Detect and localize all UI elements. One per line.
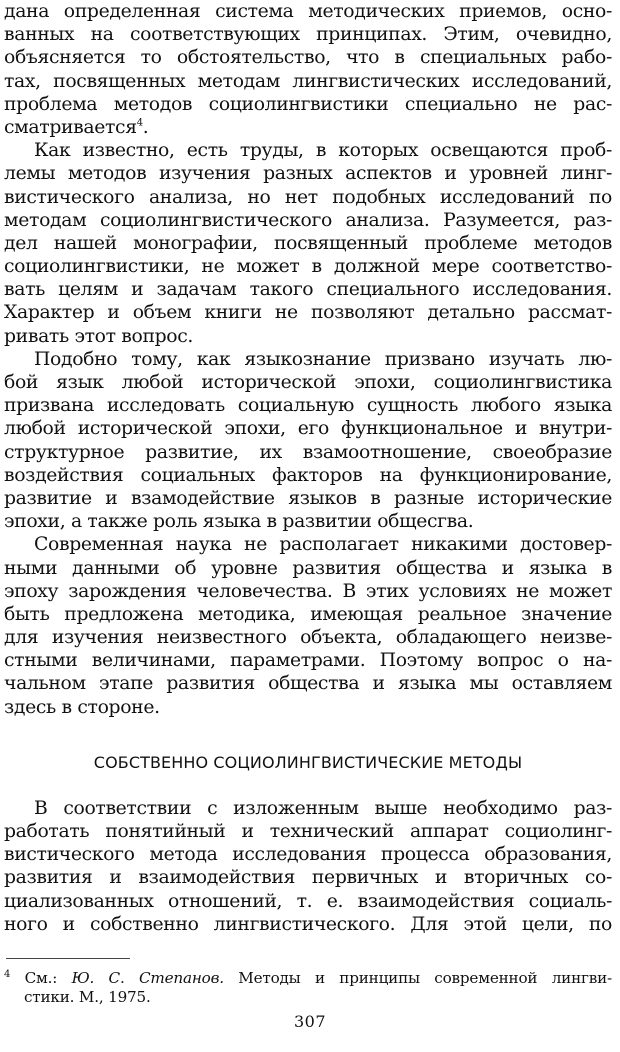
text-line: ными данными об уровне развития общества и языка в <box>4 557 612 579</box>
text-fragment: сматривается <box>4 116 137 138</box>
text-line: призвана исследовать социальную сущность любого языка <box>4 395 612 417</box>
text-line: Характер и объем книги не позволяют детально рассмат- <box>4 302 612 324</box>
text-line: дана определенная система методических приемов, осно- <box>4 1 612 22</box>
footnote-line <box>4 969 612 988</box>
text-line: любой исторической эпохи, его функциональное и внутри- <box>4 418 612 440</box>
footnote-reference[interactable]: 4 <box>136 117 143 129</box>
footnote <box>4 969 612 1007</box>
text-line: для изучения неизвестного объекта, обладающего неизве- <box>4 627 612 649</box>
text-line: вистического анализа, но нет подобных исследований по <box>4 186 612 208</box>
text-line: сматривается$^4$. <box>4 116 149 138</box>
section-heading: СОБСТВЕННО СОЦИОЛИНГВИСТИЧЕСКИЕ МЕТОДЫ <box>93 752 523 772</box>
text-line: структурное развитие, их взамоотношение, своеобразие <box>4 441 612 463</box>
text-line: Подобно тому, как языкознание призвано изучать лю- <box>34 348 612 370</box>
text-line: стными величинами, параметрами. Поэтому вопрос о на- <box>4 650 612 672</box>
paragraph <box>4 348 612 534</box>
text-line: ванных на соответствующих принципах. Этим, очевидно, <box>4 24 612 46</box>
text-line: эпоху зарождения человечества. В этих условиях не может <box>4 580 612 602</box>
paragraph-continued <box>4 0 612 139</box>
text-line: Современная наука не располагает никакими достовер- <box>34 534 612 556</box>
text-line: здесь в стороне. <box>4 696 160 718</box>
text-line: методам социолингвистического анализа. Разумеется, раз- <box>4 209 612 231</box>
paragraph <box>4 139 612 348</box>
text-line: работать понятийный и технический аппарат социолинг- <box>4 821 612 842</box>
text-line: Как известно, есть труды, в которых освещаются проб- <box>34 140 612 162</box>
footnote-prefix: См.: <box>24 968 58 987</box>
text-line: В соответствии с изложенным выше необходимо раз- <box>34 797 612 819</box>
text-line: вать целям и задачам такого специального исследования. <box>4 279 612 301</box>
footnote-line: стики. М., 1975. <box>24 987 151 1006</box>
page-number: 307 <box>293 1012 327 1031</box>
text-line: бой язык любой исторической эпохи, социолингвистика <box>4 372 612 393</box>
text-line: эпохи, а также роль языка в развитии общесгва. <box>4 511 474 533</box>
text-line: лемы методов изучения разных аспектов и уровней линг- <box>4 163 612 185</box>
text-line: социолингвистики, не может в должной мере соответство- <box>4 256 612 278</box>
paragraph <box>4 797 612 936</box>
text-line: развитие и взамодействие языков в разные исторические <box>4 487 612 509</box>
text-line: дел нашей монографии, посвященный проблеме методов <box>4 232 612 254</box>
text-line: проблема методов социолингвистики специально не рас- <box>4 93 612 115</box>
text-line: ривать этот вопрос. <box>4 325 194 347</box>
paragraph <box>4 533 612 719</box>
text-line: развития и взаимодействия первичных и вторичных со- <box>4 867 612 889</box>
text-line: объясняется то обстоятельство, что в специальных рабо- <box>4 47 612 69</box>
footnote-text: Методы и принципы современной лингви- <box>238 968 612 987</box>
text-line: циализованных отношений, т. е. взаимодействия социаль- <box>4 890 612 912</box>
text-line: тах, посвященных методам лингвистических исследований, <box>4 70 612 92</box>
footnote-author: Ю. С. Степанов. <box>71 968 224 987</box>
text-line: ного и собственно лингвистического. Для этой цели, по <box>4 913 612 935</box>
footnote-marker: 4 <box>4 968 11 980</box>
text-line: быть предложена методика, имеющая реальное значение <box>4 603 612 625</box>
text-line: воздействия социальных факторов на функционирование, <box>4 464 612 486</box>
text-line: чальном этапе развития общества и языка мы оставляем <box>4 673 612 695</box>
footnote-divider <box>6 958 130 959</box>
text-line: вистического метода исследования процесса образования, <box>4 844 612 866</box>
